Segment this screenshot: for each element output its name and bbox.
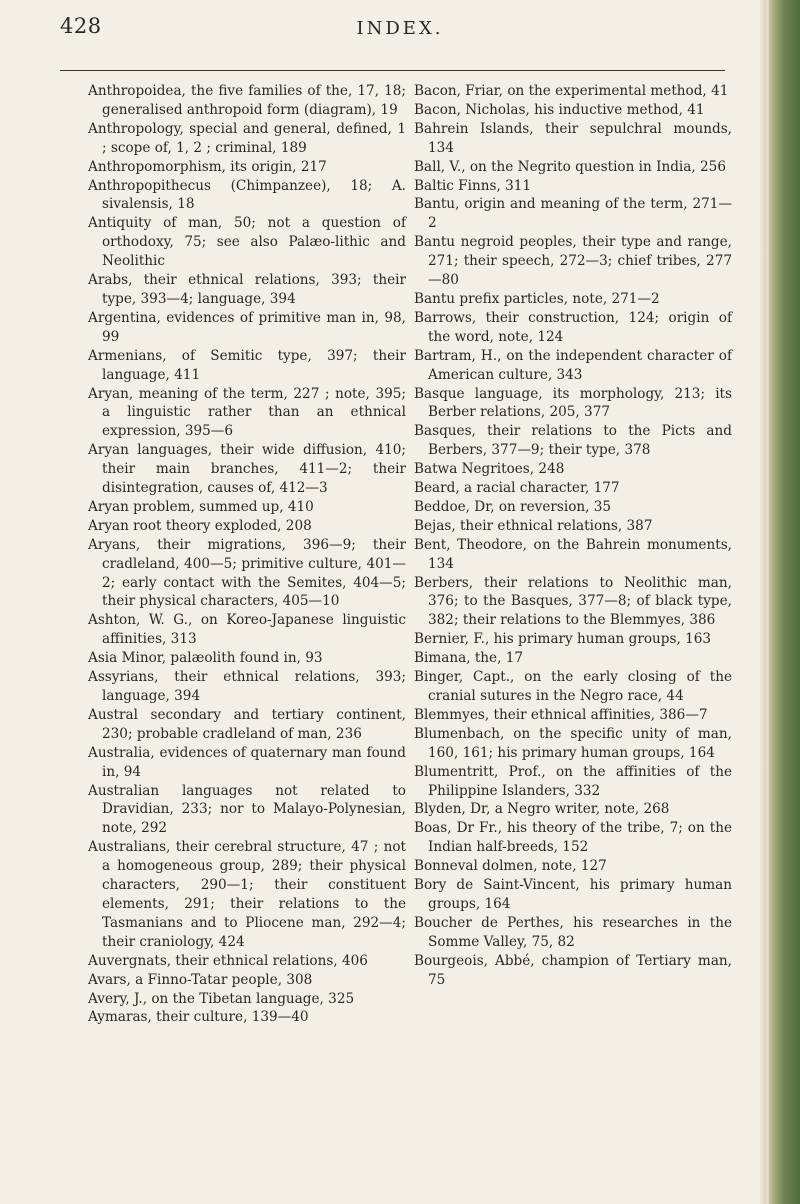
index-entry: Anthropology, special and general, defined, 1 ; scope of, 1, 2 ; criminal, 189 [88,120,406,156]
index-entry: Bacon, Nicholas, his inductive method, 41 [414,101,705,118]
index-entry: Batwa Negritoes, 248 [414,461,565,478]
index-entry: Blumenbach, on the specific unity of man, 160, 161; his primary human groups, 164 [414,725,732,761]
index-entry: Assyrians, their ethnical relations, 393; language, 394 [88,669,406,704]
index-entry: Beard, a racial character, 177 [414,480,620,497]
index-entry: Australian languages not related to Dravidian, 233; nor to Malayo-Polynesian, note, 292 [88,782,406,837]
index-entry: Beddoe, Dr, on reversion, 35 [414,498,612,515]
running-head: INDEX. [356,18,444,39]
index-entry: Bory de Saint-Vincent, his primary human groups, 164 [414,877,732,912]
index-column-left [88,82,406,1027]
index-entry: Berbers, their relations to Neolithic man, 376; to the Basques, 377—8; of black type, 382; their relations to the Blemmyes, 386 [414,574,732,629]
index-entry: Bejas, their ethnical relations, 387 [414,517,653,534]
index-entry: Boucher de Perthes, his researches in the Somme Valley, 75, 82 [414,914,732,950]
index-entry: Arabs, their ethnical relations, 393; their type, 393—4; language, 394 [88,272,406,307]
index-entry: Ball, V., on the Negrito question in India, 256 [414,158,726,175]
index-entry: Boas, Dr Fr., his theory of the tribe, 7; on the Indian half-breeds, 152 [414,820,732,856]
index-entry: Aryan, meaning of the term, 227 ; note, 395; a linguistic rather than an ethnical expression, 395—6 [88,385,406,440]
index-entry: Bahrein Islands, their sepulchral mounds, 134 [414,120,732,156]
index-entry: Bantu negroid peoples, their type and range, 271; their speech, 272—3; chief tribes, 277—80 [414,234,732,289]
index-entry: Bantu prefix particles, note, 271—2 [414,290,660,307]
index-entry: Bartram, H., on the independent character of American culture, 343 [414,347,732,383]
index-entry: Bimana, the, 17 [414,650,524,667]
index-entry: Blyden, Dr, a Negro writer, note, 268 [414,801,670,818]
index-entry: Binger, Capt., on the early closing of the cranial sutures in the Negro race, 44 [414,669,732,704]
index-entry: Anthropomorphism, its origin, 217 [88,158,327,175]
index-entry: Blemmyes, their ethnical affinities, 386—7 [414,706,708,723]
index-entry: Bonneval dolmen, note, 127 [414,858,607,875]
index-entry: Aryan languages, their wide diffusion, 410; their main branches, 411—2; their disintegration, causes of, 412—3 [88,442,406,497]
index-entry: Avery, J., on the Tibetan language, 325 [88,990,355,1007]
index-entry: Austral secondary and tertiary continent, 230; probable cradleland of man, 236 [88,706,406,742]
index-entry: Asia Minor, palæolith found in, 93 [88,650,323,667]
index-entry: Basque language, its morphology, 213; its Berber relations, 205, 377 [414,385,732,421]
index-entry: Blumentritt, Prof., on the affinities of the Philippine Islanders, 332 [414,763,732,799]
index-entry: Anthropopithecus (Chimpanzee), 18; A. sivalensis, 18 [88,177,406,213]
index-entry: Anthropoidea, the five families of the, 17, 18; generalised anthropoid form (diagram), 19 [88,83,406,118]
index-entry: Aryan root theory exploded, 208 [88,517,312,534]
index-entry: Armenians, of Semitic type, 397; their language, 411 [88,347,406,383]
index-entry: Argentina, evidences of primitive man in, 98, 99 [88,309,406,345]
index-entry: Basques, their relations to the Picts and Berbers, 377—9; their type, 378 [414,423,732,459]
index-entry: Aryans, their migrations, 396—9; their cradleland, 400—5; primitive culture, 401—2; early contact with the Semites, 404—5; their physical characters, 405—10 [88,536,406,610]
index-entry: Ashton, W. G., on Koreo-Japanese linguistic affinities, 313 [88,612,406,648]
index-entry: Barrows, their construction, 124; origin of the word, note, 124 [414,309,732,345]
index-entry: Avars, a Finno-Tatar people, 308 [88,971,313,988]
index-entry: Bacon, Friar, on the experimental method, 41 [414,83,729,99]
book-edge [760,0,800,1204]
index-column-right [414,82,732,990]
index-entry: Auvergnats, their ethnical relations, 406 [88,952,368,969]
index-entry: Bent, Theodore, on the Bahrein monuments, 134 [414,536,732,572]
index-entry: Baltic Finns, 311 [414,177,532,194]
index-entry: Antiquity of man, 50; not a question of orthodoxy, 75; see also Palæo-lithic and Neolithic [88,215,406,270]
index-entry: Aryan problem, summed up, 410 [88,498,314,515]
index-entry: Bourgeois, Abbé, champion of Tertiary man, 75 [414,952,732,988]
index-entry: Australians, their cerebral structure, 47 ; not a homogeneous group, 289; their physical characters, 290—1; their constituent elements, 291; their relations to the Tasmanians and to Pliocene man, 292—4; their craniology, 424 [88,839,406,950]
index-entry: Aymaras, their culture, 139—40 [88,1009,309,1026]
index-entry: Bernier, F., his primary human groups, 163 [414,631,712,648]
header-rule [60,70,725,71]
index-entry: Bantu, origin and meaning of the term, 271—2 [414,196,732,232]
index-entry: Australia, evidences of quaternary man found in, 94 [88,744,406,780]
page-number: 428 [60,14,102,38]
